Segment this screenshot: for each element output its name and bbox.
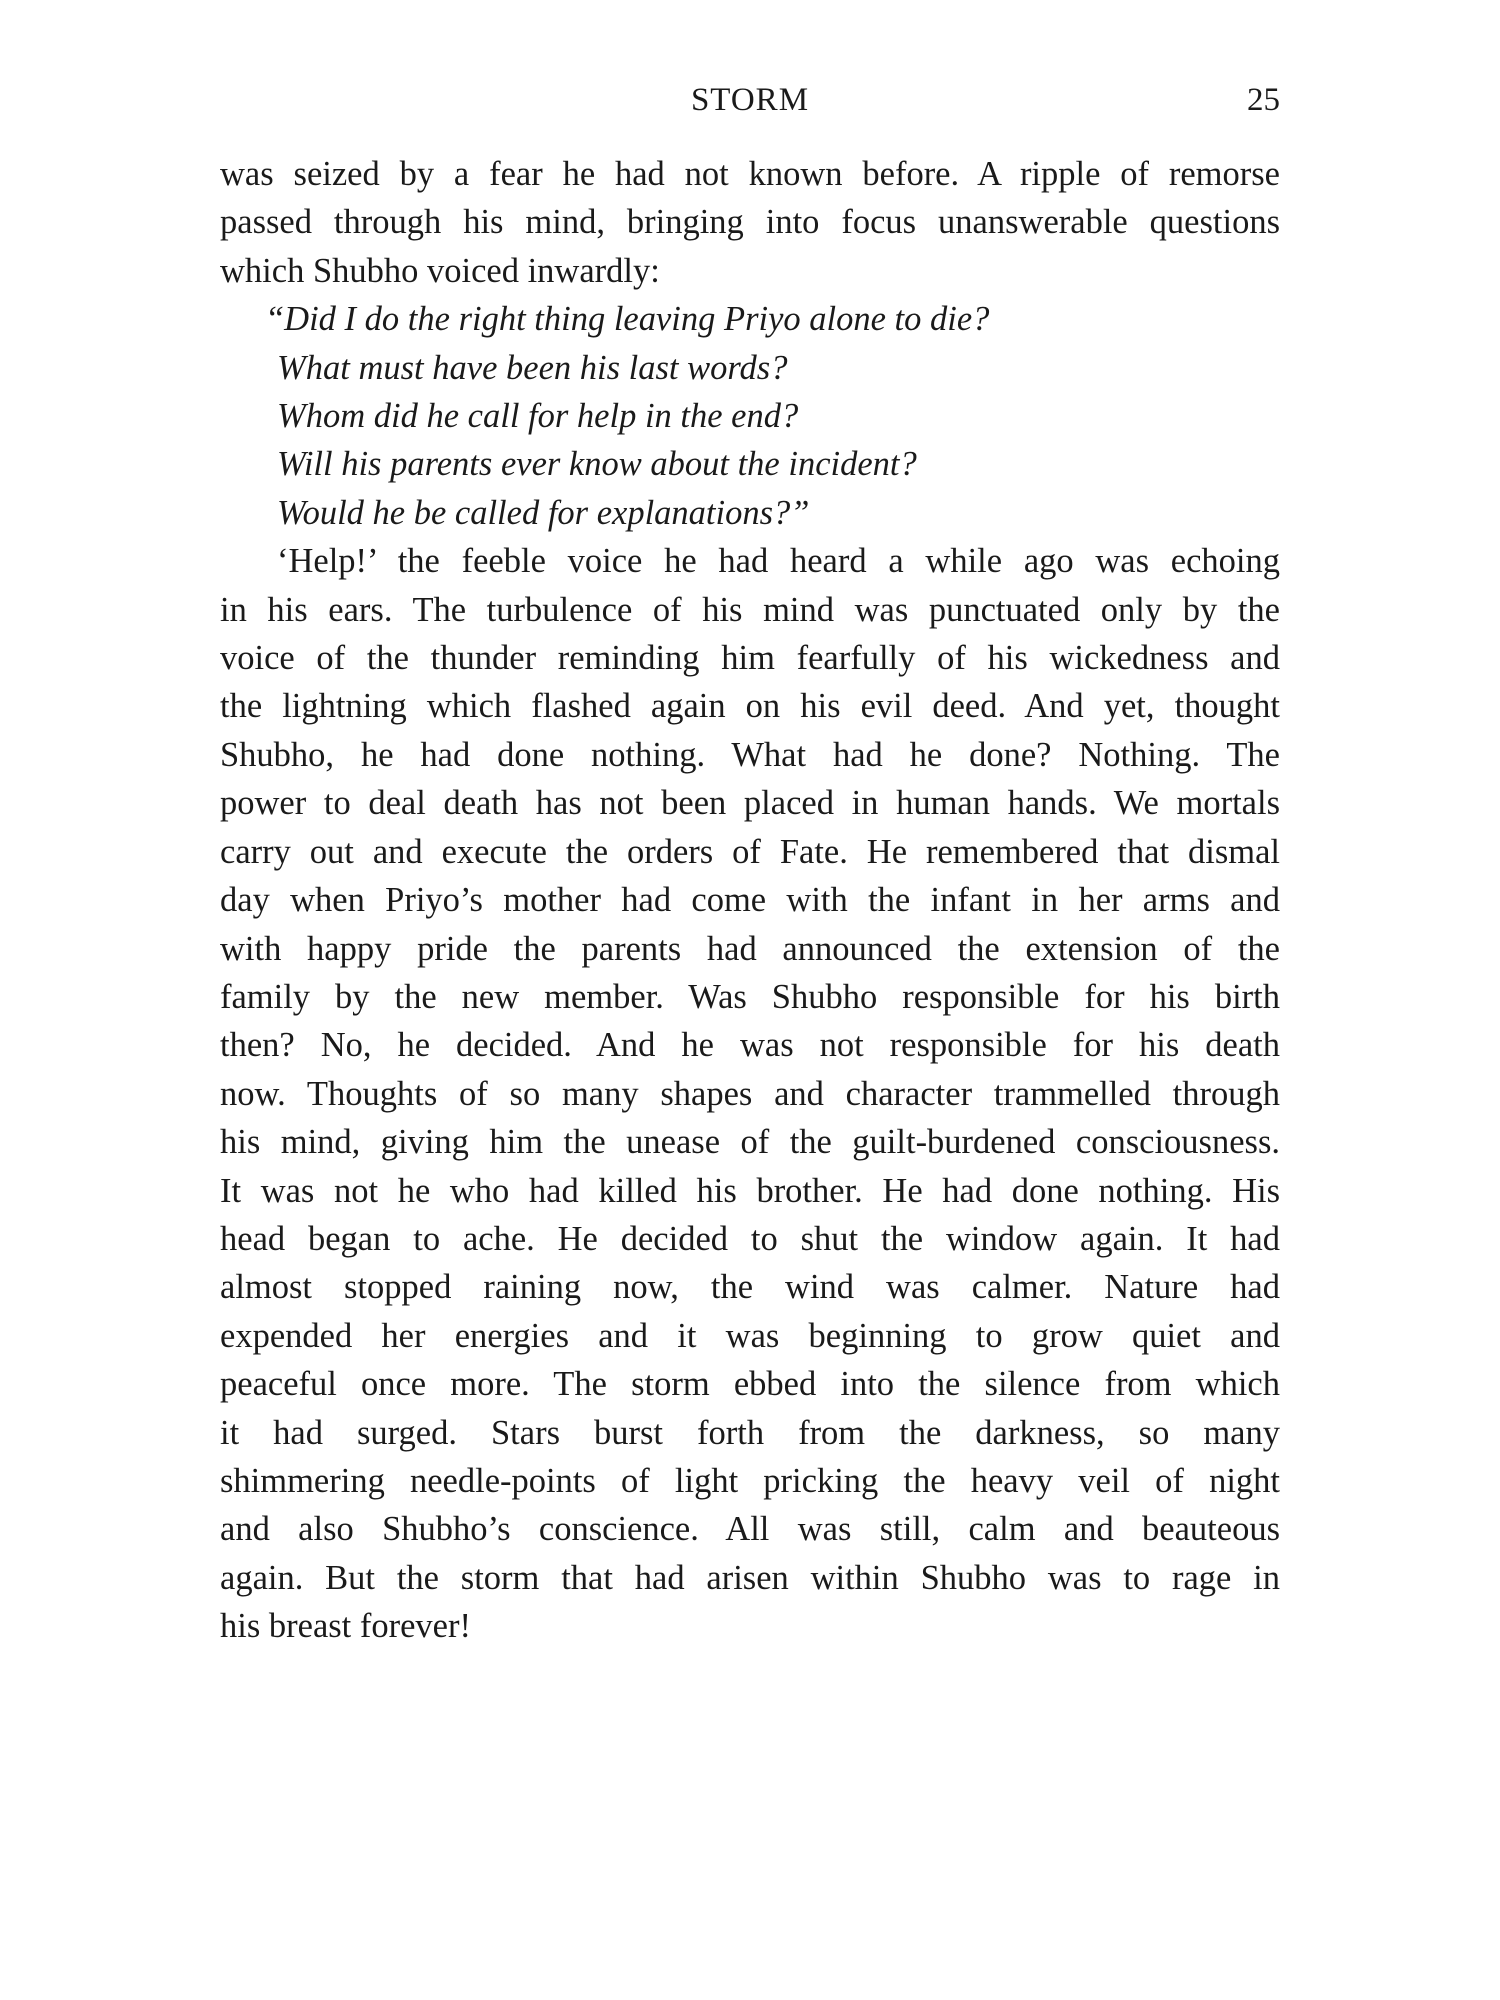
verse-line: Would he be called for explanations?”: [277, 493, 810, 532]
text-line: then? No, he decided. And he was not responsible for his death: [220, 1026, 1280, 1065]
text-line: ‘Help!’ the feeble voice he had heard a while ago was echoing: [277, 542, 1280, 581]
text-line: almost stopped raining now, the wind was calmer. Nature had: [220, 1268, 1280, 1307]
verse-line: Will his parents ever know about the incident?: [277, 445, 917, 484]
text-line: peaceful once more. The storm ebbed into the silence from which: [220, 1365, 1280, 1404]
page-number: 25: [1247, 82, 1280, 118]
text-line: his mind, giving him the unease of the guilt-burdened consciousness.: [220, 1123, 1280, 1162]
text-line: family by the new member. Was Shubho responsible for his birth: [220, 977, 1280, 1016]
verse-line: Whom did he call for help in the end?: [277, 397, 799, 436]
text-line: now. Thoughts of so many shapes and character trammelled through: [220, 1074, 1280, 1113]
verse-line: What must have been his last words?: [277, 348, 788, 387]
text-line: day when Priyo’s mother had come with the infant in her arms and: [220, 881, 1280, 920]
running-head: [220, 78, 1280, 122]
text-line: his breast forever!: [220, 1607, 471, 1646]
text-line: it had surged. Stars burst forth from the darkness, so many: [220, 1413, 1280, 1452]
text-line: the lightning which flashed again on his evil deed. And yet, thought: [220, 687, 1280, 726]
text-line: in his ears. The turbulence of his mind was punctuated only by the: [220, 590, 1280, 629]
text-line: again. But the storm that had arisen within Shubho was to rage in: [220, 1558, 1280, 1597]
text-line: It was not he who had killed his brother. He had done nothing. His: [220, 1171, 1280, 1210]
text-line: which Shubho voiced inwardly:: [220, 251, 660, 290]
verse-line: “Did I do the right thing leaving Priyo alone to die?: [265, 300, 990, 339]
text-line: Shubho, he had done nothing. What had he done? Nothing. The: [220, 735, 1280, 774]
body-text: [220, 150, 1280, 1651]
text-line: power to deal death has not been placed in human hands. We mortals: [220, 784, 1280, 823]
text-line: passed through his mind, bringing into focus unanswerable questions: [220, 203, 1280, 242]
text-line: was seized by a fear he had not known before. A ripple of remorse: [220, 155, 1280, 193]
text-line: and also Shubho’s conscience. All was still, calm and beauteous: [220, 1510, 1280, 1549]
running-title: STORM: [690, 82, 810, 118]
text-line: expended her energies and it was beginning to grow quiet and: [220, 1316, 1280, 1355]
text-line: head began to ache. He decided to shut the window again. It had: [220, 1219, 1280, 1258]
text-line: voice of the thunder reminding him fearfully of his wickedness and: [220, 639, 1280, 678]
text-line: shimmering needle-points of light pricking the heavy veil of night: [220, 1461, 1280, 1500]
text-line: with happy pride the parents had announced the extension of the: [220, 929, 1280, 968]
text-line: carry out and execute the orders of Fate. He remembered that dismal: [220, 832, 1280, 871]
